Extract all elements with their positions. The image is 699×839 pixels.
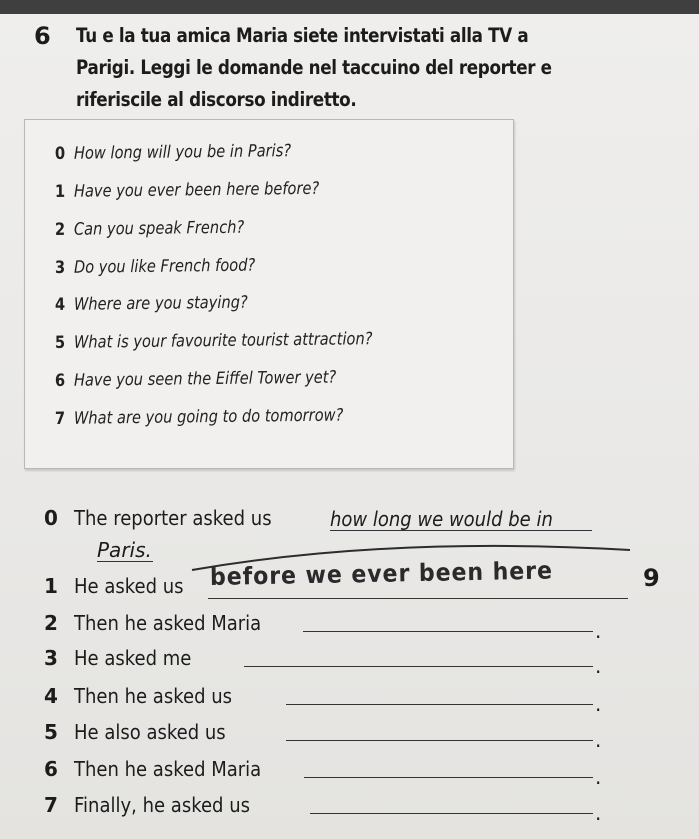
row-number: 6 [44, 757, 58, 781]
instruction-line: Parigi. Leggi le domande nel taccuino del reporter e [76, 56, 552, 79]
row-number: 5 [44, 720, 58, 744]
answer-blank[interactable] [303, 631, 593, 632]
answer-row [44, 646, 204, 670]
answer-row [44, 684, 250, 708]
question-text: Do you like French food? [73, 255, 256, 278]
row-prompt: Then he asked us [74, 684, 233, 708]
example-answer-underline-2 [97, 561, 153, 562]
row-prompt: Finally, he asked us [74, 793, 250, 817]
row-prompt: Then he asked Maria [74, 757, 262, 781]
row-period: . [595, 619, 602, 643]
row-number: 0 [44, 506, 58, 530]
notebook-question [55, 179, 319, 202]
question-number: 1 [54, 181, 66, 202]
notebook-question [55, 218, 244, 240]
notebook-question [55, 405, 343, 429]
question-text: Have you ever been here before? [73, 178, 320, 202]
question-number: 0 [54, 143, 66, 164]
row-period: . [595, 692, 602, 716]
answer-blank[interactable] [310, 813, 593, 814]
answer-row [44, 720, 243, 744]
row-period: . [595, 765, 602, 789]
notebook-question [55, 256, 255, 278]
row-number: 1 [44, 574, 58, 598]
handwritten-answer[interactable]: before we ever been here [209, 556, 554, 591]
question-text: What are you going to do tomorrow? [73, 405, 344, 429]
row-prompt: The reporter asked us [74, 506, 272, 530]
instruction-line: Tu e la tua amica Maria siete intervistati alla TV a [76, 24, 529, 47]
exercise-instruction [76, 20, 558, 116]
question-text: Have you seen the Eiffel Tower yet? [73, 367, 337, 391]
window-top-bar [0, 0, 699, 14]
row-period: . [595, 654, 602, 678]
question-text: Where are you staying? [73, 292, 248, 315]
question-number: 6 [54, 370, 66, 391]
answer-blank[interactable] [208, 598, 628, 599]
row-prompt: Then he asked Maria [74, 611, 262, 635]
answer-row-example [44, 506, 294, 530]
answer-blank[interactable] [304, 777, 593, 778]
row-prompt: He asked me [74, 646, 192, 670]
notebook-question [55, 368, 336, 391]
example-answer-line2: Paris. [97, 538, 152, 562]
notebook-question [55, 329, 373, 353]
question-text: Can you speak French? [73, 217, 245, 240]
row-prompt: He also asked us [74, 720, 226, 744]
margin-number: 9 [643, 564, 660, 592]
row-period: . [595, 801, 602, 825]
question-text: How long will you be in Paris? [73, 141, 292, 164]
row-number: 2 [44, 611, 58, 635]
answer-row [44, 793, 270, 817]
exercise-number: 6 [34, 22, 51, 50]
answer-row [44, 574, 196, 598]
question-text: What is your favourite tourist attraction? [73, 329, 373, 353]
question-number: 2 [54, 219, 66, 240]
row-number: 4 [44, 684, 58, 708]
reporter-notebook [24, 119, 514, 469]
question-number: 5 [54, 332, 66, 353]
row-prompt: He asked us [74, 574, 184, 598]
answer-blank[interactable] [286, 740, 593, 741]
notebook-question [55, 293, 248, 315]
example-answer-line1: how long we would be in [330, 507, 553, 531]
row-number: 7 [44, 793, 58, 817]
answer-blank[interactable] [244, 666, 593, 667]
answer-blank[interactable] [286, 704, 593, 705]
question-number: 3 [54, 257, 66, 278]
notebook-question [55, 141, 291, 164]
row-period: . [595, 728, 602, 752]
answer-row [44, 757, 282, 781]
row-number: 3 [44, 646, 58, 670]
question-number: 7 [54, 408, 66, 429]
question-number: 4 [54, 294, 66, 315]
instruction-line: riferiscile al discorso indiretto. [76, 88, 357, 111]
example-answer-underline [330, 530, 592, 531]
answer-row [44, 611, 282, 635]
